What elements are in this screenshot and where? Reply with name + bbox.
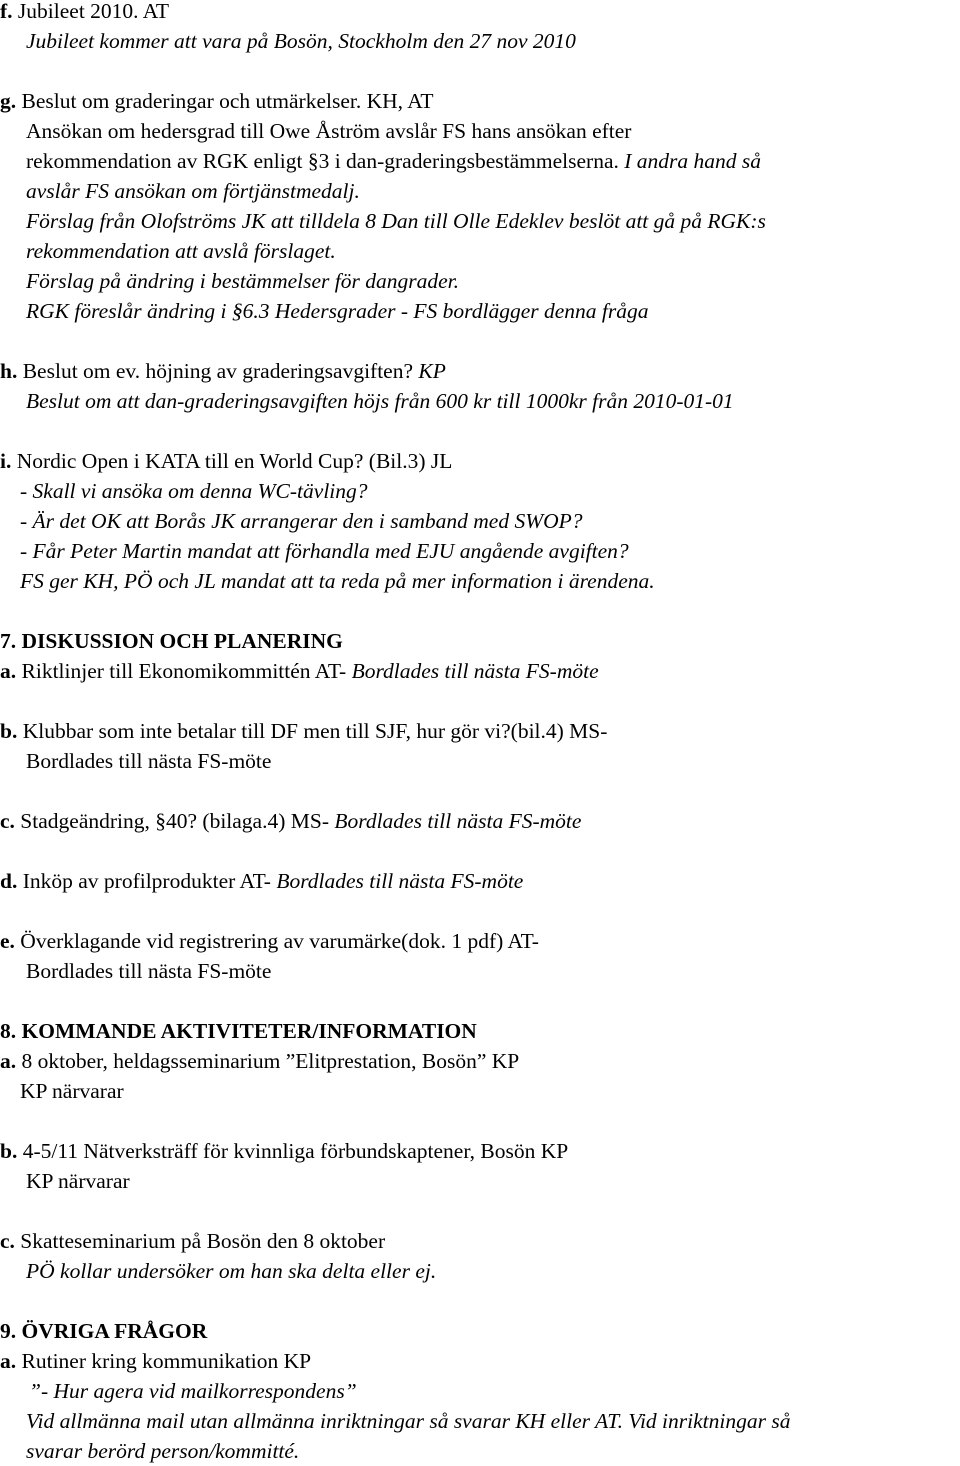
- item-text: Överklagande vid registrering av varumärke(dok. 1 pdf) AT-: [14, 929, 539, 953]
- item-label: a.: [0, 1349, 17, 1373]
- item-label: a.: [0, 1049, 17, 1073]
- section-8-item-a-note: KP närvarar: [20, 1079, 124, 1103]
- item-label: e.: [0, 929, 15, 953]
- section-8-item-b-note: KP närvarar: [26, 1169, 130, 1193]
- item-i-text-2: - Är det OK att Borås JK arrangerar den i samband med SWOP?: [20, 509, 583, 533]
- section-9-item-a-text-1: Vid allmänna mail utan allmänna inriktningar så svarar KH eller AT. Vid inriktningar så: [26, 1409, 791, 1433]
- section-8-item-c: [0, 1226, 960, 1256]
- item-title-italic: KP: [418, 359, 446, 383]
- section-7-heading: 7. DISKUSSION OCH PLANERING: [0, 629, 343, 653]
- item-g-text-4: Förslag från Olofströms JK att tilldela 8 Dan till Olle Edeklev beslöt att gå på RGK:s: [26, 209, 766, 233]
- item-title: Jubileet 2010. AT: [12, 0, 170, 23]
- item-text-italic: Bordlades till nästa FS-möte: [276, 869, 524, 893]
- item-text-italic: Bordlades till nästa FS-möte: [351, 659, 599, 683]
- item-label: i.: [0, 449, 12, 473]
- item-h-title: [0, 356, 960, 386]
- item-text: 8 oktober, heldagsseminarium ”Elitprestation, Bosön” KP: [16, 1049, 520, 1073]
- item-g-text-2: [0, 146, 960, 176]
- section-8-item-c-note: PÖ kollar undersöker om han ska delta eller ej.: [26, 1259, 437, 1283]
- item-label: f.: [0, 0, 13, 23]
- item-f-text: Jubileet kommer att vara på Bosön, Stockholm den 27 nov 2010: [26, 29, 576, 53]
- section-7-item-c: [0, 806, 960, 836]
- item-g-text-1: Ansökan om hedersgrad till Owe Åström avslår FS hans ansökan efter: [26, 119, 632, 143]
- item-label: a.: [0, 659, 17, 683]
- section-7-item-b-note: Bordlades till nästa FS-möte: [26, 749, 272, 773]
- item-text-italic: Bordlades till nästa FS-möte: [334, 809, 582, 833]
- item-g-text-5: rekommendation att avslå förslaget.: [26, 239, 336, 263]
- item-text: Riktlinjer till Ekonomikommittén AT-: [16, 659, 352, 683]
- item-g-text-3: avslår FS ansökan om förtjänstmedalj.: [26, 179, 360, 203]
- item-text: Klubbar som inte betalar till DF men till SJF, hur gör vi?(bil.4) MS-: [17, 719, 608, 743]
- item-f-title: [0, 0, 960, 26]
- section-9-item-a: [0, 1346, 960, 1376]
- text-span: rekommendation av RGK enligt §3 i dan-graderingsbestämmelserna.: [26, 149, 625, 173]
- section-7-item-e-note: Bordlades till nästa FS-möte: [26, 959, 272, 983]
- item-i-text-4: FS ger KH, PÖ och JL mandat att ta reda på mer information i ärendena.: [20, 569, 655, 593]
- section-9-heading: 9. ÖVRIGA FRÅGOR: [0, 1319, 208, 1343]
- item-text: Rutiner kring kommunikation KP: [16, 1349, 312, 1373]
- section-8-heading: 8. KOMMANDE AKTIVITETER/INFORMATION: [0, 1019, 477, 1043]
- text-span-italic: I andra hand så: [624, 149, 762, 173]
- section-9-item-a-text-2: svarar berörd person/kommitté.: [26, 1439, 300, 1463]
- item-label: b.: [0, 719, 18, 743]
- item-title: Beslut om ev. höjning av graderingsavgiften?: [17, 359, 419, 383]
- section-7-item-e: [0, 926, 960, 956]
- item-label: c.: [0, 1229, 15, 1253]
- section-7-item-a: [0, 656, 960, 686]
- item-g-title: [0, 86, 960, 116]
- item-label: h.: [0, 359, 18, 383]
- section-7-item-d: [0, 866, 960, 896]
- item-title: Beslut om graderingar och utmärkelser. KH, AT: [16, 89, 434, 113]
- item-text: Stadgeändring, §40? (bilaga.4) MS-: [14, 809, 335, 833]
- item-label: g.: [0, 89, 17, 113]
- item-label: d.: [0, 869, 18, 893]
- item-g-text-7: RGK föreslår ändring i §6.3 Hedersgrader - FS bordlägger denna fråga: [26, 299, 649, 323]
- item-i-text-1: - Skall vi ansöka om denna WC-tävling?: [20, 479, 368, 503]
- section-8-item-a: [0, 1046, 960, 1076]
- item-i-text-3: - Får Peter Martin mandat att förhandla med EJU angående avgiften?: [20, 539, 629, 563]
- section-7-item-b: [0, 716, 960, 746]
- item-g-text-6: Förslag på ändring i bestämmelser för dangrader.: [26, 269, 459, 293]
- section-9-item-a-quote: ”- Hur agera vid mailkorrespondens”: [29, 1379, 357, 1403]
- item-text: 4-5/11 Nätverksträff för kvinnliga förbundskaptener, Bosön KP: [17, 1139, 569, 1163]
- item-text: Inköp av profilprodukter AT-: [17, 869, 277, 893]
- item-text: Skatteseminarium på Bosön den 8 oktober: [14, 1229, 386, 1253]
- section-8-item-b: [0, 1136, 960, 1166]
- item-title: Nordic Open i KATA till en World Cup? (Bil.3) JL: [11, 449, 453, 473]
- item-i-title: [0, 446, 960, 476]
- item-label: b.: [0, 1139, 18, 1163]
- item-h-text: Beslut om att dan-graderingsavgiften höjs från 600 kr till 1000kr från 2010-01-01: [26, 389, 734, 413]
- item-label: c.: [0, 809, 15, 833]
